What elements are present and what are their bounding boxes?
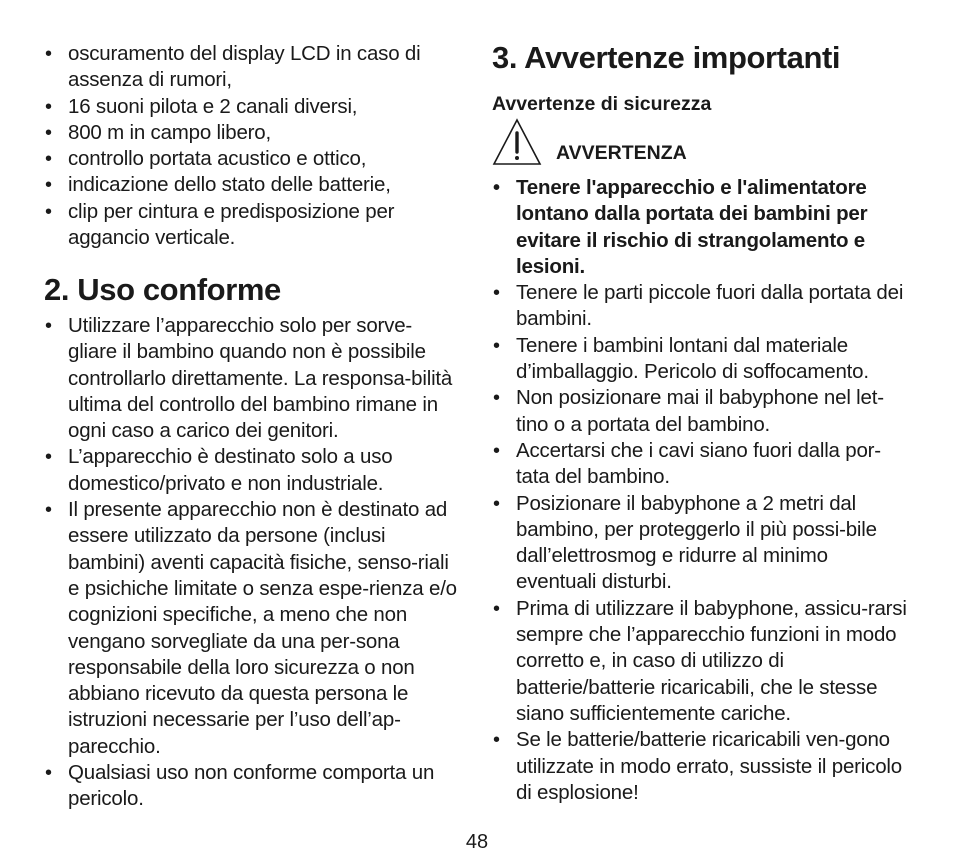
list-item: • Tenere l'apparecchio e l'alimentatore lontano dalla portata dei bambini per evitare il rischio di strangolamento e lesioni. — [492, 175, 912, 280]
safety-list — [492, 175, 912, 806]
list-item: • Posizionare il babyphone a 2 metri dal bambino, per proteggerlo il più possi-bile dall’elettrosmog e ridurre al minimo eventuali disturbi. — [492, 491, 912, 596]
feature-list — [44, 41, 458, 251]
list-item: • Se le batterie/batterie ricaricabili ven-gono utilizzate in modo errato, sussiste il pericolo di esplosione! — [492, 727, 912, 806]
list-item: • Non posizionare mai il babyphone nel let-tino o a portata del bambino. — [492, 385, 912, 438]
page-number: 48 — [465, 831, 489, 853]
section-heading-avvertenze: 3. Avvertenze importanti — [492, 40, 841, 75]
uso-conforme-list — [44, 313, 458, 813]
list-item: • Utilizzare l’apparecchio solo per sorve-gliare il bambino quando non è possibile controllarlo direttamente. La responsa-bilità ultima del controllo del bambino rimane in ogni caso a carico dei genitori. — [44, 313, 458, 444]
list-item: • clip per cintura e predisposizione per aggancio verticale. — [44, 199, 458, 252]
list-item: • indicazione dello stato delle batterie, — [44, 172, 458, 198]
list-item: • 16 suoni pilota e 2 canali diversi, — [44, 94, 458, 120]
warning-label: AVVERTENZA — [556, 142, 687, 164]
list-item: • oscuramento del display LCD in caso di assenza di rumori, — [44, 41, 458, 94]
list-item: • Tenere le parti piccole fuori dalla portata dei bambini. — [492, 280, 912, 333]
list-item: • 800 m in campo libero, — [44, 120, 458, 146]
list-item: • Accertarsi che i cavi siano fuori dalla por-tata del bambino. — [492, 438, 912, 491]
subheading-sicurezza: Avvertenze di sicurezza — [492, 93, 712, 115]
section-heading-uso-conforme: 2. Uso conforme — [44, 272, 281, 307]
list-item: • L’apparecchio è destinato solo a uso domestico/privato e non industriale. — [44, 444, 458, 497]
list-item: • Tenere i bambini lontani dal materiale d’imballaggio. Pericolo di soffocamento. — [492, 333, 912, 386]
list-item: • Il presente apparecchio non è destinato ad essere utilizzato da persone (inclusi bambini) aventi capacità fisiche, senso-riali e psichiche limitate o senza espe-rienza e/o cognizioni specifiche, a meno che non vengano sorvegliate da una per-sona responsabile della loro sicurezza o non abbiano ricevuto da questa persona le istruzioni necessarie per l’uso dell’ap-parecchio. — [44, 497, 458, 760]
list-item: • controllo portata acustico e ottico, — [44, 146, 458, 172]
list-item: • Prima di utilizzare il babyphone, assicu-rarsi sempre che l’apparecchio funzioni in modo corretto e, in caso di utilizzo di batterie/batterie ricaricabili, che le stesse siano sufficientemente cariche. — [492, 596, 912, 727]
warning-triangle-icon — [492, 118, 542, 166]
list-item: • Qualsiasi uso non conforme comporta un pericolo. — [44, 760, 458, 813]
